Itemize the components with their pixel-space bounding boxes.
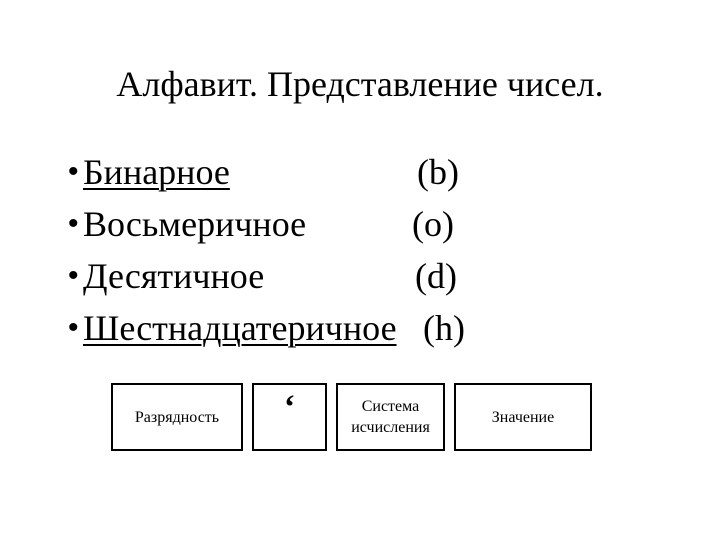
hexadecimal-code: (h) [423, 308, 465, 348]
octal-code: (o) [412, 204, 454, 244]
bullet-icon: • [68, 259, 79, 292]
octal-label: Восьмеричное [83, 204, 307, 244]
decimal-code: (d) [415, 256, 457, 296]
digits-box: Разрядность [111, 383, 243, 451]
decimal-label: Десятичное [83, 256, 265, 296]
number-system-box: Система исчисления [336, 383, 445, 451]
separator-box: ‘ [252, 383, 327, 451]
binary-link[interactable]: Бинарное [83, 152, 230, 192]
value-box: Значение [454, 383, 592, 451]
slide-title: Алфавит. Представление чисел. [116, 64, 604, 104]
binary-code: (b) [417, 152, 459, 192]
bullet-icon: • [68, 207, 79, 240]
bullet-icon: • [68, 155, 79, 188]
bullet-icon: • [68, 311, 79, 344]
hexadecimal-link[interactable]: Шестнадцатеричное [83, 308, 397, 348]
